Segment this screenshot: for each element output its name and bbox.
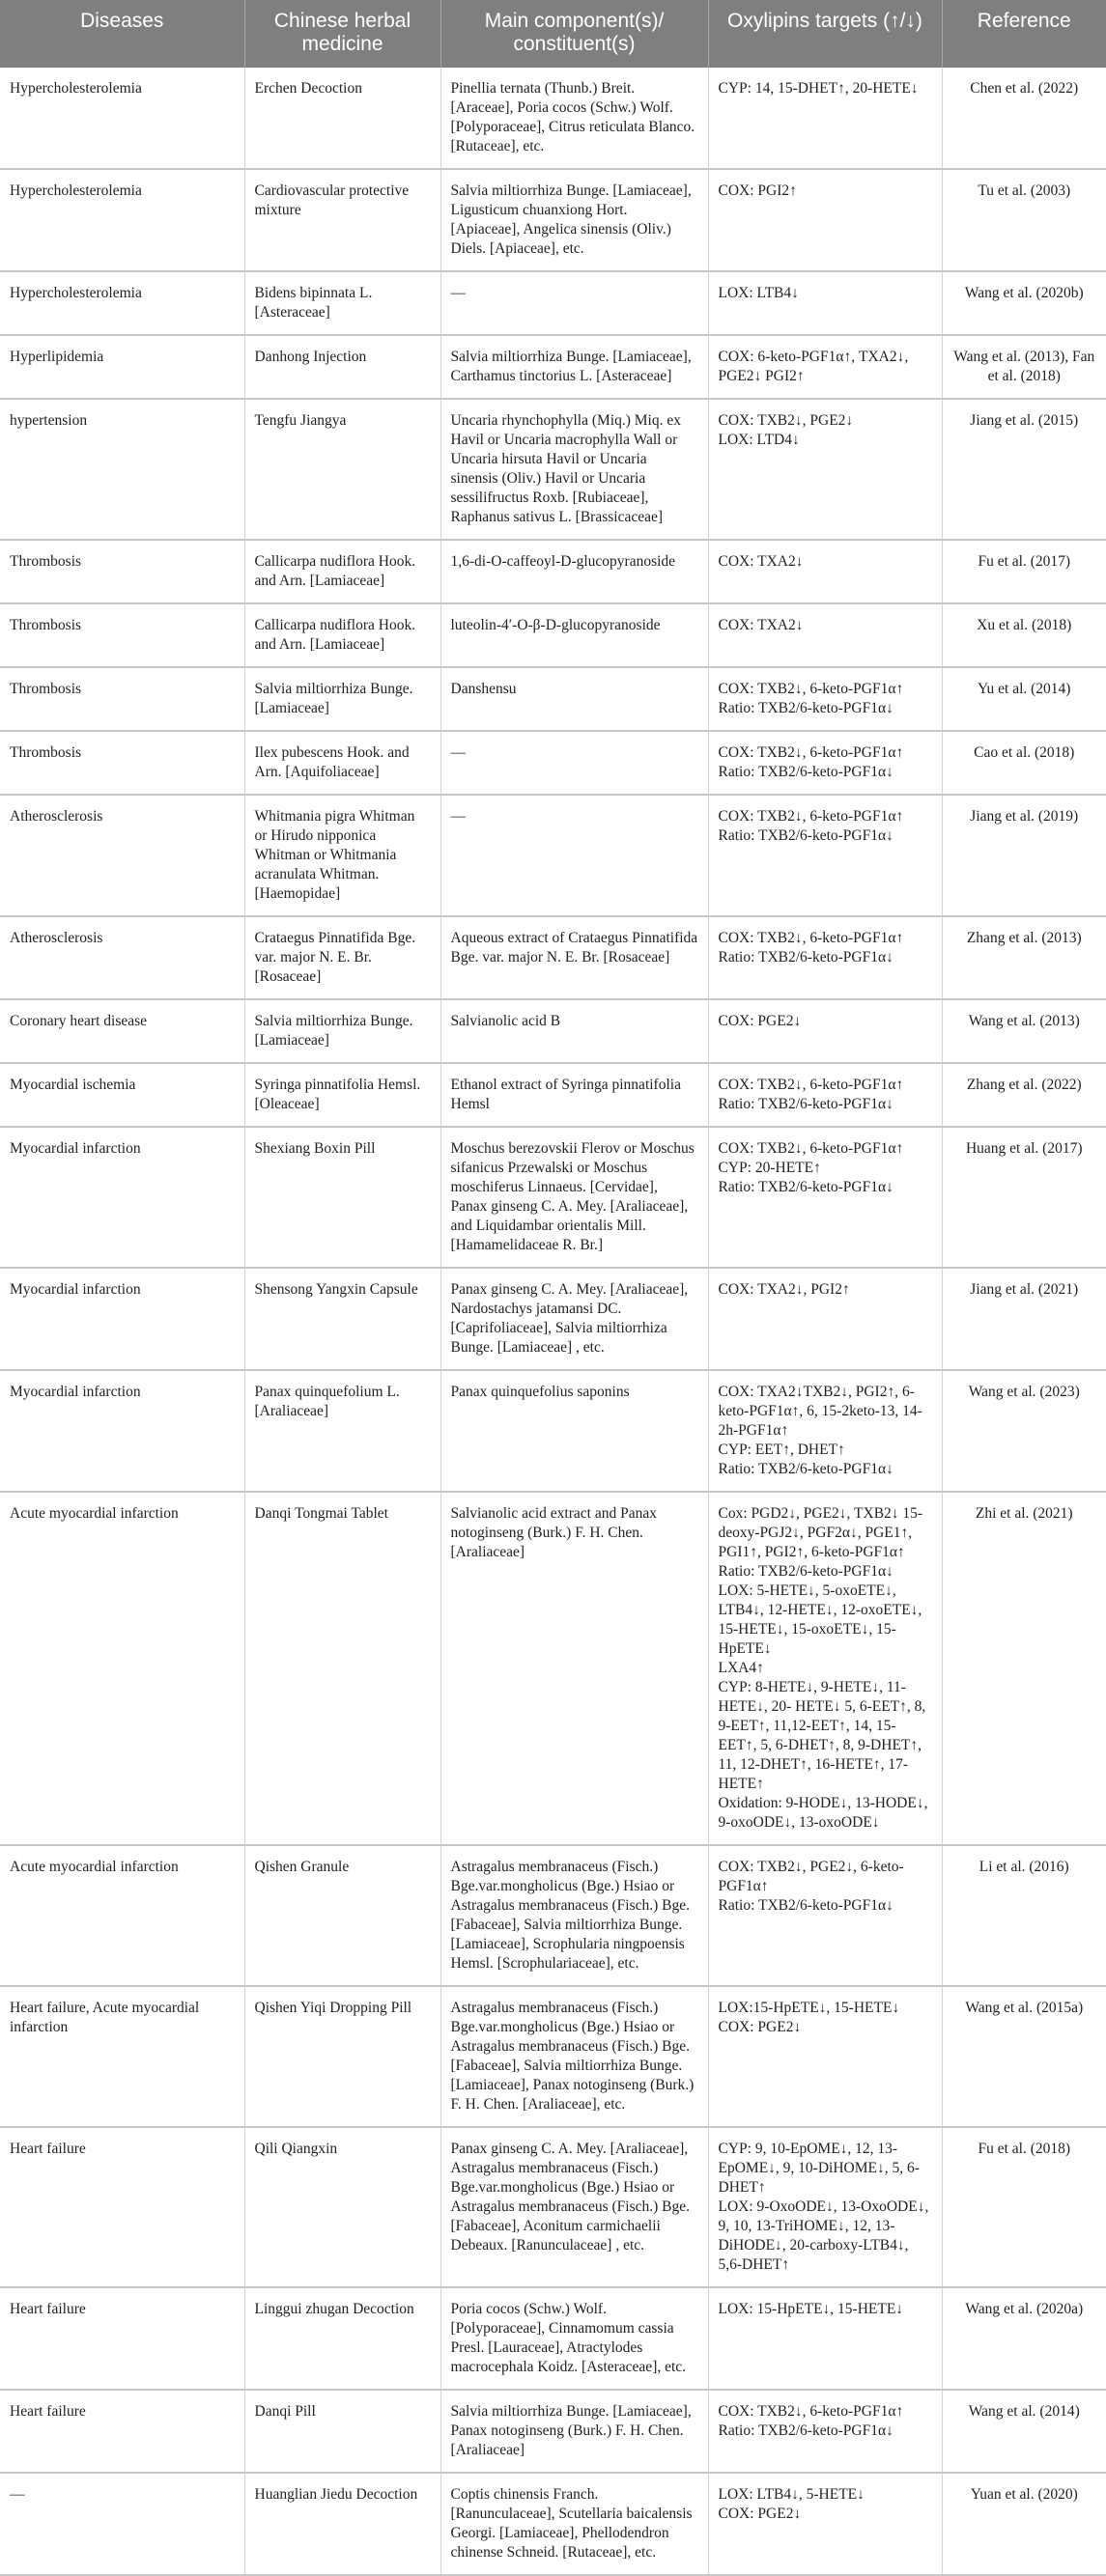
header-row: [0, 0, 1106, 68]
target-line: Ratio: TXB2/6-keto-PGF1α↓: [718, 2422, 893, 2439]
medicine-cell: Erchen Decoction: [244, 68, 440, 169]
table-row: [0, 999, 1106, 1063]
components-cell: Panax ginseng C. A. Mey. [Araliaceae], Nardostachys jatamansi DC. [Caprifoliaceae], Salvia miltiorrhiza Bunge. [Lamiaceae] , etc.: [440, 1268, 708, 1370]
reference-cell: Zhang et al. (2022): [942, 1063, 1106, 1127]
target-line: LXA4↑: [718, 1660, 764, 1676]
disease-cell: Heart failure, Acute myocardial infarction: [0, 1986, 244, 2127]
targets-cell: [708, 335, 942, 399]
table-row: [0, 916, 1106, 999]
reference-cell: Wang et al. (2013), Fan et al. (2018): [942, 335, 1106, 399]
target-line: LOX: LTD4↓: [718, 432, 800, 448]
components-cell: Salvia miltiorrhiza Bunge. [Lamiaceae], Ligusticum chuanxiong Hort. [Apiaceae], Angelica sinensis (Oliv.) Diels. [Apiaceae], etc.: [440, 169, 708, 271]
components-cell: Danshensu: [440, 667, 708, 731]
table-row: [0, 2473, 1106, 2575]
target-line: LOX: LTB4↓: [718, 285, 799, 301]
target-line: LOX: 5-HETE↓, 5-oxoETE↓, LTB4↓, 12-HETE↓, 12-oxoETE↓, 15-HETE↓, 15-oxoETE↓, 15-HpETE↓: [718, 1582, 922, 1657]
disease-cell: hypertension: [0, 399, 244, 540]
disease-cell: Atherosclerosis: [0, 795, 244, 916]
target-line: Ratio: TXB2/6-keto-PGF1α↓: [718, 827, 893, 844]
targets-cell: [708, 169, 942, 271]
target-line: COX: TXB2↓, PGE2↓: [718, 412, 854, 429]
target-line: LOX: LTB4↓, 5-HETE↓: [718, 2486, 865, 2503]
reference-cell: Yu et al. (2014): [942, 667, 1106, 731]
targets-cell: [708, 2390, 942, 2473]
table-row: [0, 169, 1106, 271]
reference-cell: Jiang et al. (2015): [942, 399, 1106, 540]
targets-cell: [708, 68, 942, 169]
table-row: [0, 1268, 1106, 1370]
table-row: [0, 540, 1106, 603]
target-line: Ratio: TXB2/6-keto-PGF1α↓: [718, 764, 893, 780]
reference-cell: Tu et al. (2003): [942, 169, 1106, 271]
medicine-cell: Linggui zhugan Decoction: [244, 2287, 440, 2390]
components-cell: —: [440, 731, 708, 795]
target-line: COX: TXA2↓: [718, 617, 804, 633]
reference-cell: Jiang et al. (2021): [942, 1268, 1106, 1370]
disease-cell: Thrombosis: [0, 540, 244, 603]
target-line: COX: TXB2↓, 6-keto-PGF1α↑: [718, 744, 904, 761]
components-cell: Moschus berezovskii Flerov or Moschus sifanicus Przewalski or Moschus moschiferus Linnaeus. [Cervidae], Panax ginseng C. A. Mey. [Araliaceae], and Liquidambar orientalis Mill. [Hamamelidaceae R. Br.]: [440, 1127, 708, 1268]
medicine-cell: Shexiang Boxin Pill: [244, 1127, 440, 1268]
medicine-cell: Danqi Pill: [244, 2390, 440, 2473]
targets-cell: [708, 1492, 942, 1845]
targets-cell: [708, 731, 942, 795]
components-cell: Aqueous extract of Crataegus Pinnatifida Bge. var. major N. E. Br. [Rosaceae]: [440, 916, 708, 999]
disease-cell: Hyperlipidemia: [0, 335, 244, 399]
target-line: COX: TXB2↓, 6-keto-PGF1α↑: [718, 1140, 904, 1157]
table-row: [0, 795, 1106, 916]
table-row: [0, 335, 1106, 399]
table-row: [0, 68, 1106, 169]
target-line: COX: TXB2↓, 6-keto-PGF1α↑: [718, 2403, 904, 2420]
medicine-cell: Danhong Injection: [244, 335, 440, 399]
components-cell: Pinellia ternata (Thunb.) Breit. [Araceae], Poria cocos (Schw.) Wolf. [Polyporaceae], Citrus reticulata Blanco. [Rutaceae], etc.: [440, 68, 708, 169]
targets-cell: [708, 795, 942, 916]
targets-cell: [708, 271, 942, 335]
targets-cell: [708, 667, 942, 731]
target-line: COX: TXA2↓, PGI2↑: [718, 1281, 850, 1298]
medicine-cell: Callicarpa nudiflora Hook. and Arn. [Lamiaceae]: [244, 603, 440, 667]
medicine-cell: Cardiovascular protective mixture: [244, 169, 440, 271]
target-line: Ratio: TXB2/6-keto-PGF1α↓: [718, 1179, 893, 1195]
medicine-cell: Callicarpa nudiflora Hook. and Arn. [Lamiaceae]: [244, 540, 440, 603]
disease-cell: Hypercholesterolemia: [0, 271, 244, 335]
target-line: Ratio: TXB2/6-keto-PGF1α↓: [718, 1096, 893, 1112]
targets-cell: [708, 916, 942, 999]
medicine-cell: Syringa pinnatifolia Hemsl. [Oleaceae]: [244, 1063, 440, 1127]
header-reference: Reference: [942, 0, 1106, 68]
medicine-cell: Salvia miltiorrhiza Bunge. [Lamiaceae]: [244, 999, 440, 1063]
disease-cell: Hypercholesterolemia: [0, 68, 244, 169]
target-line: CYP: EET↑, DHET↑: [718, 1442, 845, 1458]
disease-cell: Thrombosis: [0, 667, 244, 731]
components-cell: —: [440, 271, 708, 335]
targets-cell: [708, 1986, 942, 2127]
table-row: [0, 2287, 1106, 2390]
medicine-cell: Crataegus Pinnatifida Bge. var. major N. E. Br. [Rosaceae]: [244, 916, 440, 999]
target-line: Oxidation: 9-HODE↓, 13-HODE↓, 9-oxoODE↓, 13-oxoODE↓: [718, 1795, 928, 1831]
target-line: Ratio: TXB2/6-keto-PGF1α↓: [718, 1897, 893, 1914]
target-line: Cox: PGD2↓, PGE2↓, TXB2↓ 15-deoxy-PGJ2↓, PGF2α↓, PGE1↑, PGI1↑, PGI2↑, 6-keto-PGF1α↑: [718, 1505, 923, 1560]
targets-cell: [708, 1370, 942, 1492]
medicine-cell: Danqi Tongmai Tablet: [244, 1492, 440, 1845]
reference-cell: Wang et al. (2020a): [942, 2287, 1106, 2390]
components-cell: 1,6-di-O-caffeoyl-D-glucopyranoside: [440, 540, 708, 603]
reference-cell: Wang et al. (2014): [942, 2390, 1106, 2473]
targets-cell: [708, 2287, 942, 2390]
components-cell: Uncaria rhynchophylla (Miq.) Miq. ex Havil or Uncaria macrophylla Wall or Uncaria hirsuta Havil or Uncaria sinensis (Oliv.) Havil or Uncaria sessilifructus Roxb. [Rubiaceae], Raphanus sativus L. [Brassicaceae]: [440, 399, 708, 540]
targets-cell: [708, 1268, 942, 1370]
reference-cell: Wang et al. (2015a): [942, 1986, 1106, 2127]
target-line: COX: 6-keto-PGF1α↑, TXA2↓, PGE2↓ PGI2↑: [718, 349, 909, 384]
disease-cell: Myocardial infarction: [0, 1370, 244, 1492]
reference-cell: Jiang et al. (2019): [942, 795, 1106, 916]
table-row: [0, 667, 1106, 731]
medicine-cell: Huanglian Jiedu Decoction: [244, 2473, 440, 2575]
targets-cell: [708, 540, 942, 603]
table-row: [0, 603, 1106, 667]
table-row: [0, 731, 1106, 795]
table-row: [0, 399, 1106, 540]
target-line: LOX: 9-OxoODE↓, 13-OxoODE↓, 9, 10, 13-TriHOME↓, 12, 13-DiHODE↓, 20-carboxy-LTB4↓, 5,6-DHET↑: [718, 2198, 929, 2273]
target-line: COX: TXB2↓, 6-keto-PGF1α↑: [718, 1077, 904, 1093]
target-line: CYP: 14, 15-DHET↑, 20-HETE↓: [718, 80, 919, 97]
targets-cell: [708, 1063, 942, 1127]
medicine-cell: Whitmania pigra Whitman or Hirudo nipponica Whitman or Whitmania acranulata Whitman. [Haemopidae]: [244, 795, 440, 916]
target-line: COX: PGE2↓: [718, 1013, 802, 1029]
target-line: COX: TXB2↓, 6-keto-PGF1α↑: [718, 681, 904, 697]
target-line: LOX:15-HpETE↓, 15-HETE↓: [718, 2000, 900, 2016]
disease-cell: Acute myocardial infarction: [0, 1845, 244, 1986]
target-line: COX: TXB2↓, PGE2↓, 6-keto-PGF1α↑: [718, 1859, 904, 1894]
components-cell: Panax ginseng C. A. Mey. [Araliaceae], Astragalus membranaceus (Fisch.) Bge.var.mongholicus (Bge.) Hsiao or Astragalus membranaceus (Fisch.) Bge. [Fabaceae], Aconitum carmichaelii Debeaux. [Ranunculaceae] , etc.: [440, 2127, 708, 2287]
disease-cell: Heart failure: [0, 2390, 244, 2473]
targets-cell: [708, 2127, 942, 2287]
table-row: [0, 1986, 1106, 2127]
disease-cell: Myocardial ischemia: [0, 1063, 244, 1127]
components-cell: Poria cocos (Schw.) Wolf. [Polyporaceae], Cinnamomum cassia Presl. [Lauraceae], Atractylodes macrocephala Koidz. [Asteraceae], etc.: [440, 2287, 708, 2390]
disease-cell: —: [0, 2473, 244, 2575]
target-line: Ratio: TXB2/6-keto-PGF1α↓: [718, 700, 893, 716]
components-cell: Panax quinquefolius saponins: [440, 1370, 708, 1492]
targets-cell: [708, 2473, 942, 2575]
target-line: CYP: 9, 10-EpOME↓, 12, 13-EpOME↓, 9, 10-DiHOME↓, 5, 6-DHET↑: [718, 2141, 920, 2196]
medicine-cell: Qishen Yiqi Dropping Pill: [244, 1986, 440, 2127]
table-row: [0, 2390, 1106, 2473]
targets-cell: [708, 1127, 942, 1268]
target-line: COX: PGE2↓: [718, 2019, 802, 2035]
disease-cell: Thrombosis: [0, 603, 244, 667]
table-row: [0, 1127, 1106, 1268]
components-cell: luteolin-4′-O-β-D-glucopyranoside: [440, 603, 708, 667]
targets-cell: [708, 1845, 942, 1986]
header-herbal-medicine: Chinese herbal medicine: [244, 0, 440, 68]
components-cell: Coptis chinensis Franch. [Ranunculaceae], Scutellaria baicalensis Georgi. [Lamiaceae], Phellodendron chinense Schneid. [Rutaceae], etc.: [440, 2473, 708, 2575]
targets-cell: [708, 399, 942, 540]
target-line: COX: TXB2↓, 6-keto-PGF1α↑: [718, 808, 904, 825]
medicine-cell: Panax quinquefolium L. [Araliaceae]: [244, 1370, 440, 1492]
medicine-cell: Tengfu Jiangya: [244, 399, 440, 540]
disease-cell: Myocardial infarction: [0, 1268, 244, 1370]
target-line: Ratio: TXB2/6-keto-PGF1α↓: [718, 949, 893, 966]
reference-cell: Zhang et al. (2013): [942, 916, 1106, 999]
target-line: COX: TXB2↓, 6-keto-PGF1α↑: [718, 930, 904, 946]
reference-cell: Fu et al. (2018): [942, 2127, 1106, 2287]
reference-cell: Wang et al. (2013): [942, 999, 1106, 1063]
target-line: COX: PGE2↓: [718, 2506, 802, 2522]
disease-cell: Atherosclerosis: [0, 916, 244, 999]
table-row: [0, 1845, 1106, 1986]
table-row: [0, 1492, 1106, 1845]
targets-cell: [708, 999, 942, 1063]
table-header: [0, 0, 1106, 68]
disease-cell: Heart failure: [0, 2127, 244, 2287]
reference-cell: Xu et al. (2018): [942, 603, 1106, 667]
disease-cell: Hypercholesterolemia: [0, 169, 244, 271]
table-row: [0, 1370, 1106, 1492]
target-line: CYP: 8-HETE↓, 9-HETE↓, 11-HETE↓, 20- HETE↓ 5, 6-EET↑, 8, 9-EET↑, 11,12-EET↑, 14, 15-EET↑, 5, 6-DHET↑, 8, 9-DHET↑, 11, 12-DHET↑, 16-HETE↑, 17-HETE↑: [718, 1679, 926, 1792]
disease-cell: Acute myocardial infarction: [0, 1492, 244, 1845]
targets-cell: [708, 603, 942, 667]
components-cell: Salvia miltiorrhiza Bunge. [Lamiaceae], Carthamus tinctorius L. [Asteraceae]: [440, 335, 708, 399]
target-line: LOX: 15-HpETE↓, 15-HETE↓: [718, 2301, 904, 2317]
disease-cell: Heart failure: [0, 2287, 244, 2390]
table-row: [0, 2127, 1106, 2287]
components-cell: Salvianolic acid extract and Panax notoginseng (Burk.) F. H. Chen. [Araliaceae]: [440, 1492, 708, 1845]
medicine-cell: Ilex pubescens Hook. and Arn. [Aquifoliaceae]: [244, 731, 440, 795]
reference-cell: Zhi et al. (2021): [942, 1492, 1106, 1845]
components-cell: Astragalus membranaceus (Fisch.) Bge.var.mongholicus (Bge.) Hsiao or Astragalus membranaceus (Fisch.) Bge. [Fabaceae], Salvia miltiorrhiza Bunge. [Lamiaceae], Panax notoginseng (Burk.) F. H. Chen. [Araliaceae], etc.: [440, 1986, 708, 2127]
reference-cell: Huang et al. (2017): [942, 1127, 1106, 1268]
reference-cell: Chen et al. (2022): [942, 68, 1106, 169]
medicine-cell: Qili Qiangxin: [244, 2127, 440, 2287]
medicine-cell: Shensong Yangxin Capsule: [244, 1268, 440, 1370]
disease-cell: Coronary heart disease: [0, 999, 244, 1063]
disease-cell: Myocardial infarction: [0, 1127, 244, 1268]
reference-cell: Wang et al. (2020b): [942, 271, 1106, 335]
table-body: [0, 68, 1106, 2575]
components-cell: Salvianolic acid B: [440, 999, 708, 1063]
reference-cell: Li et al. (2016): [942, 1845, 1106, 1986]
reference-cell: Cao et al. (2018): [942, 731, 1106, 795]
table-row: [0, 271, 1106, 335]
medicine-cell: Qishen Granule: [244, 1845, 440, 1986]
header-diseases: Diseases: [0, 0, 244, 68]
disease-cell: Thrombosis: [0, 731, 244, 795]
medicine-cell: Salvia miltiorrhiza Bunge. [Lamiaceae]: [244, 667, 440, 731]
target-line: CYP: 20-HETE↑: [718, 1160, 821, 1176]
target-line: COX: PGI2↑: [718, 182, 797, 199]
reference-cell: Fu et al. (2017): [942, 540, 1106, 603]
header-components: Main component(s)/ constituent(s): [440, 0, 708, 68]
reference-cell: Yuan et al. (2020): [942, 2473, 1106, 2575]
table-row: [0, 1063, 1106, 1127]
components-cell: Salvia miltiorrhiza Bunge. [Lamiaceae], Panax notoginseng (Burk.) F. H. Chen. [Araliaceae]: [440, 2390, 708, 2473]
target-line: COX: TXA2↓: [718, 553, 804, 570]
components-cell: —: [440, 795, 708, 916]
target-line: COX: TXA2↓TXB2↓, PGI2↑, 6-keto-PGF1α↑, 6, 15-2keto-13, 14-2h-PGF1α↑: [718, 1384, 922, 1439]
reference-cell: Wang et al. (2023): [942, 1370, 1106, 1492]
components-cell: Astragalus membranaceus (Fisch.) Bge.var.mongholicus (Bge.) Hsiao or Astragalus membranaceus (Fisch.) Bge. [Fabaceae], Salvia miltiorrhiza Bunge. [Lamiaceae], Scrophularia ningpoensis Hemsl. [Scrophulariaceae], etc.: [440, 1845, 708, 1986]
medicine-cell: Bidens bipinnata L. [Asteraceae]: [244, 271, 440, 335]
target-line: Ratio: TXB2/6-keto-PGF1α↓: [718, 1563, 893, 1580]
target-line: Ratio: TXB2/6-keto-PGF1α↓: [718, 1461, 893, 1477]
components-cell: Ethanol extract of Syringa pinnatifolia Hemsl: [440, 1063, 708, 1127]
header-oxylipin-targets: Oxylipins targets (↑/↓): [708, 0, 942, 68]
